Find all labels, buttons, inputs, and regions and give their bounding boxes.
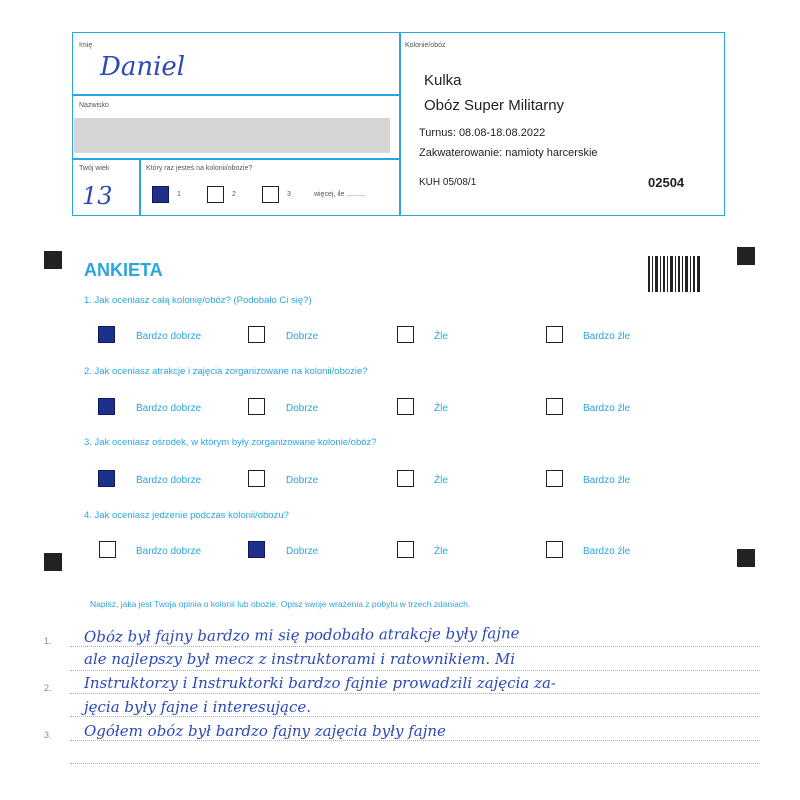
q3-checkbox-zle[interactable] [397, 470, 414, 487]
q2-checkbox-zle[interactable] [397, 398, 414, 415]
line-number-1: 1. [44, 636, 52, 646]
opinion-text-line[interactable]: Obóz był fajny bardzo mi się podobało atrakcje były fajne [83, 624, 520, 646]
wiek-value[interactable]: 13 [82, 182, 113, 210]
opinion-prompt: Napisz, jaka jest Twoja opinia o kolonii lub obozie. Opisz swoje wrażenia z pobytu w trzech zdaniach. [90, 599, 471, 609]
q2-option-bardzo-zle: Bardzo źle [583, 403, 631, 414]
q2-option-zle: Źle [434, 403, 448, 414]
writing-line [70, 740, 760, 741]
q4-checkbox-bardzo-dobrze[interactable] [99, 541, 116, 558]
line-number-2: 2. [44, 683, 52, 693]
q3-checkbox-bardzo-zle[interactable] [546, 470, 563, 487]
ktory-raz-checkbox-3[interactable] [262, 186, 279, 203]
question-4: 4. Jak oceniasz jedzenie podczas kolonii/obozu? [84, 510, 289, 521]
q4-checkbox-dobrze[interactable] [248, 541, 265, 558]
q1-option-zle: Źle [434, 331, 448, 342]
q4-checkbox-bardzo-zle[interactable] [546, 541, 563, 558]
q3-option-dobrze: Dobrze [286, 475, 319, 486]
registration-marker [737, 247, 755, 265]
question-2: 2. Jak oceniasz atrakcje i zajęcia zorganizowane na kolonii/obozie? [84, 366, 368, 377]
q4-option-bardzo-zle: Bardzo źle [583, 546, 631, 557]
ktory-raz-option-2: 2 [232, 191, 236, 198]
q1-checkbox-bardzo-dobrze[interactable] [98, 326, 115, 343]
q1-option-bardzo-dobrze: Bardzo dobrze [136, 331, 202, 342]
camp-code: KUH 05/08/1 [419, 177, 477, 188]
zakwaterowanie: Zakwaterowanie: namioty harcerskie [419, 147, 598, 159]
q1-option-dobrze: Dobrze [286, 331, 319, 342]
imie-value[interactable]: Daniel [100, 52, 186, 82]
header-row-line [72, 158, 400, 160]
ktory-raz-option-3: 3 [287, 191, 291, 198]
q2-checkbox-bardzo-zle[interactable] [546, 398, 563, 415]
opinion-text-line[interactable]: jęcia były fajne i interesujące. [84, 698, 312, 716]
q1-option-bardzo-zle: Bardzo źle [583, 331, 631, 342]
q1-checkbox-zle[interactable] [397, 326, 414, 343]
q2-checkbox-bardzo-dobrze[interactable] [98, 398, 115, 415]
ktory-raz-checkbox-2[interactable] [207, 186, 224, 203]
survey-title: ANKIETA [84, 260, 163, 280]
header-row-line [72, 94, 400, 96]
registration-marker [44, 553, 62, 571]
barcode-icon [648, 256, 700, 292]
q4-checkbox-zle[interactable] [397, 541, 414, 558]
q1-checkbox-dobrze[interactable] [248, 326, 265, 343]
turnus: Turnus: 08.08-18.08.2022 [419, 127, 546, 139]
q2-option-bardzo-dobrze: Bardzo dobrze [136, 403, 202, 414]
q4-option-zle: Źle [434, 546, 448, 557]
q2-checkbox-dobrze[interactable] [248, 398, 265, 415]
registration-marker [44, 251, 62, 269]
opinion-text-line[interactable]: Instruktorzy i Instruktorki bardzo fajnie prowadzili zajęcia za- [84, 674, 557, 692]
registration-marker [737, 549, 755, 567]
q3-checkbox-dobrze[interactable] [248, 470, 265, 487]
ktory-raz-checkbox-1[interactable] [152, 186, 169, 203]
kolonia-name: Kulka [424, 72, 462, 89]
wiecej-label: więcej, ile .......... [314, 191, 366, 198]
form-number: 02504 [648, 175, 685, 190]
ktory-raz-option-1: 1 [177, 191, 181, 198]
opinion-text-line[interactable]: Ogółem obóz był bardzo fajny zajęcia były fajne [84, 722, 446, 740]
q3-option-bardzo-zle: Bardzo źle [583, 475, 631, 486]
q3-option-zle: Źle [434, 475, 448, 486]
writing-line [70, 716, 760, 717]
nazwisko-redacted [74, 118, 390, 153]
camp-name: Obóz Super Militarny [424, 97, 565, 114]
question-3: 3. Jak oceniasz ośrodek, w którym były zorganizowane kolonie/obóz? [84, 437, 377, 448]
line-number-3: 3. [44, 730, 52, 740]
imie-label: Imię [79, 42, 93, 49]
question-1: 1. Jak oceniasz całą kolonię/obóz? (Podobało Ci się?) [84, 295, 312, 306]
writing-line [70, 763, 760, 764]
q2-option-dobrze: Dobrze [286, 403, 319, 414]
q1-checkbox-bardzo-zle[interactable] [546, 326, 563, 343]
age-divider [139, 158, 141, 216]
opinion-text-line[interactable]: ale najlepszy był mecz z instruktorami i ratownikiem. Mi [84, 650, 516, 668]
wiek-label: Twój wiek [79, 165, 110, 172]
nazwisko-label: Nazwisko [79, 102, 109, 109]
writing-line [70, 670, 760, 671]
ktory-raz-label: Który raz jesteś na kolonii/obozie? [146, 165, 253, 172]
q4-option-bardzo-dobrze: Bardzo dobrze [136, 546, 202, 557]
kolonia-label: Kolonie/obóz [405, 42, 446, 49]
q3-option-bardzo-dobrze: Bardzo dobrze [136, 475, 202, 486]
q4-option-dobrze: Dobrze [286, 546, 319, 557]
header-divider [399, 32, 401, 216]
writing-line [70, 693, 760, 694]
q3-checkbox-bardzo-dobrze[interactable] [98, 470, 115, 487]
writing-line [70, 646, 760, 647]
